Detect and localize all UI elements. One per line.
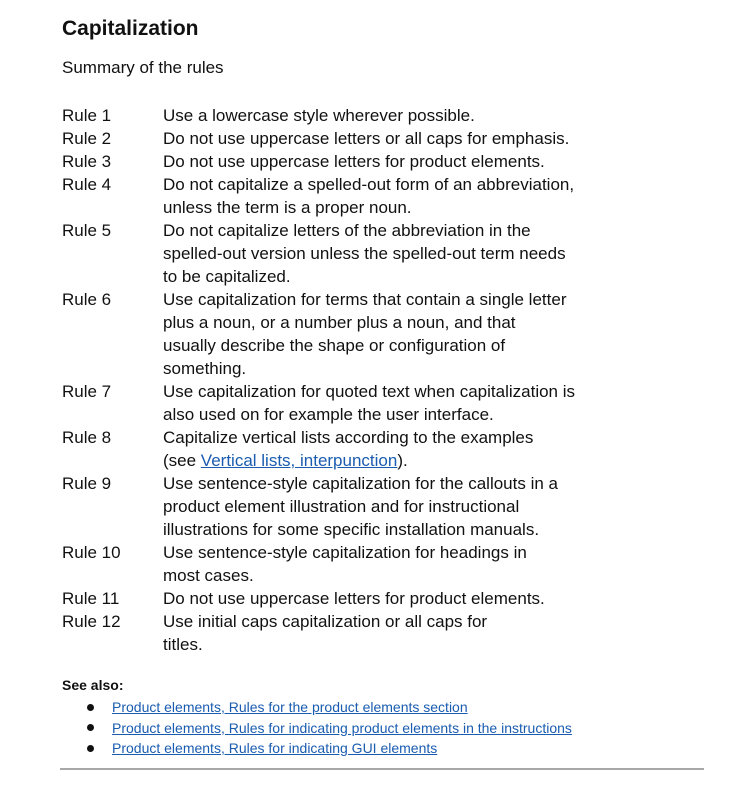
rule-line: Do not use uppercase letters for product elements. <box>163 589 545 608</box>
rule-line: product element illustration and for instructional <box>163 497 520 516</box>
rule-text <box>163 219 702 288</box>
rule-1 <box>62 104 702 127</box>
rule-line: unless the term is a proper noun. <box>163 198 412 217</box>
rule-label: Rule 8 <box>62 428 112 447</box>
rule-5 <box>62 219 702 288</box>
see-also-link-product-elements-section[interactable]: Product elements, Rules for the product elements section <box>112 699 468 715</box>
rule-label: Rule 6 <box>62 290 112 309</box>
rule-line: Capitalize vertical lists according to the examples <box>163 428 534 447</box>
page-title: Capitalization <box>62 17 199 40</box>
list-item <box>62 738 572 759</box>
rule-label: Rule 4 <box>62 175 112 194</box>
rule-line: Use capitalization for quoted text when capitalization is <box>163 382 576 401</box>
rule-2 <box>62 127 702 150</box>
link-suffix: ). <box>397 451 408 470</box>
rule-label: Rule 1 <box>62 106 112 125</box>
rule-7 <box>62 380 702 426</box>
bullet-icon <box>87 745 94 752</box>
rule-12 <box>62 610 702 656</box>
rule-line: Use sentence-style capitalization for the callouts in a <box>163 474 558 493</box>
rule-11 <box>62 587 702 610</box>
rule-line: usually describe the shape or configuration of <box>163 336 506 355</box>
rule-line: most cases. <box>163 566 254 585</box>
rule-label: Rule 7 <box>62 382 112 401</box>
page-subtitle: Summary of the rules <box>62 58 224 77</box>
see-also-heading: See also: <box>62 677 124 693</box>
rule-text <box>163 104 702 127</box>
see-also-link-gui-elements[interactable]: Product elements, Rules for indicating GUI elements <box>112 740 438 756</box>
rule-text <box>163 541 702 587</box>
rule-8 <box>62 426 702 472</box>
bottom-divider <box>60 768 704 770</box>
rule-line: Do not capitalize a spelled-out form of an abbreviation, <box>163 175 575 194</box>
rule-label: Rule 11 <box>62 589 120 608</box>
rule-text <box>163 127 702 150</box>
rule-4 <box>62 173 702 219</box>
rule-line: also used on for example the user interface. <box>163 405 494 424</box>
rule-line: Do not use uppercase letters or all caps for emphasis. <box>163 129 570 148</box>
see-also-list <box>62 697 572 759</box>
list-item <box>62 697 572 718</box>
rule-text <box>163 380 702 426</box>
rule-label: Rule 2 <box>62 129 112 148</box>
rule-label: Rule 9 <box>62 474 112 493</box>
rule-label: Rule 12 <box>62 612 121 631</box>
list-item <box>62 718 572 739</box>
rule-label: Rule 10 <box>62 543 121 562</box>
rule-10 <box>62 541 702 587</box>
rule-3 <box>62 150 702 173</box>
rule-line: Do not use uppercase letters for product elements. <box>163 152 545 171</box>
rule-text <box>163 173 702 219</box>
rule-line: titles. <box>163 635 203 654</box>
rule-line: spelled-out version unless the spelled-out term needs <box>163 244 566 263</box>
bullet-icon <box>87 724 94 731</box>
rule-label: Rule 3 <box>62 152 112 171</box>
rule-text <box>163 288 702 380</box>
link-prefix: (see <box>163 451 201 470</box>
rules-list <box>62 104 702 656</box>
see-also-link-product-elements-instructions[interactable]: Product elements, Rules for indicating product elements in the instructions <box>112 719 572 736</box>
bullet-icon <box>87 704 94 711</box>
rule-text <box>163 426 702 472</box>
rule-6 <box>62 288 702 380</box>
rule-line: something. <box>163 359 247 378</box>
rule-text <box>163 587 702 610</box>
rule-text <box>163 610 702 656</box>
rule-line-with-link <box>163 449 702 472</box>
rule-text <box>163 472 702 541</box>
rule-line: Use capitalization for terms that contain a single letter <box>163 290 567 309</box>
rule-line: Use a lowercase style wherever possible. <box>163 106 475 125</box>
rule-line: to be capitalized. <box>163 267 291 286</box>
rule-9 <box>62 472 702 541</box>
vertical-lists-link[interactable]: Vertical lists, interpunction <box>200 451 398 470</box>
rule-line: Do not capitalize letters of the abbreviation in the <box>163 221 531 240</box>
rule-line: Use sentence-style capitalization for headings in <box>163 543 527 562</box>
rule-line: plus a noun, or a number plus a noun, and that <box>163 313 516 332</box>
rule-text <box>163 150 702 173</box>
rule-label: Rule 5 <box>62 221 112 240</box>
rule-line: Use initial caps capitalization or all caps for <box>163 612 488 631</box>
rule-line: illustrations for some specific installation manuals. <box>163 520 540 539</box>
